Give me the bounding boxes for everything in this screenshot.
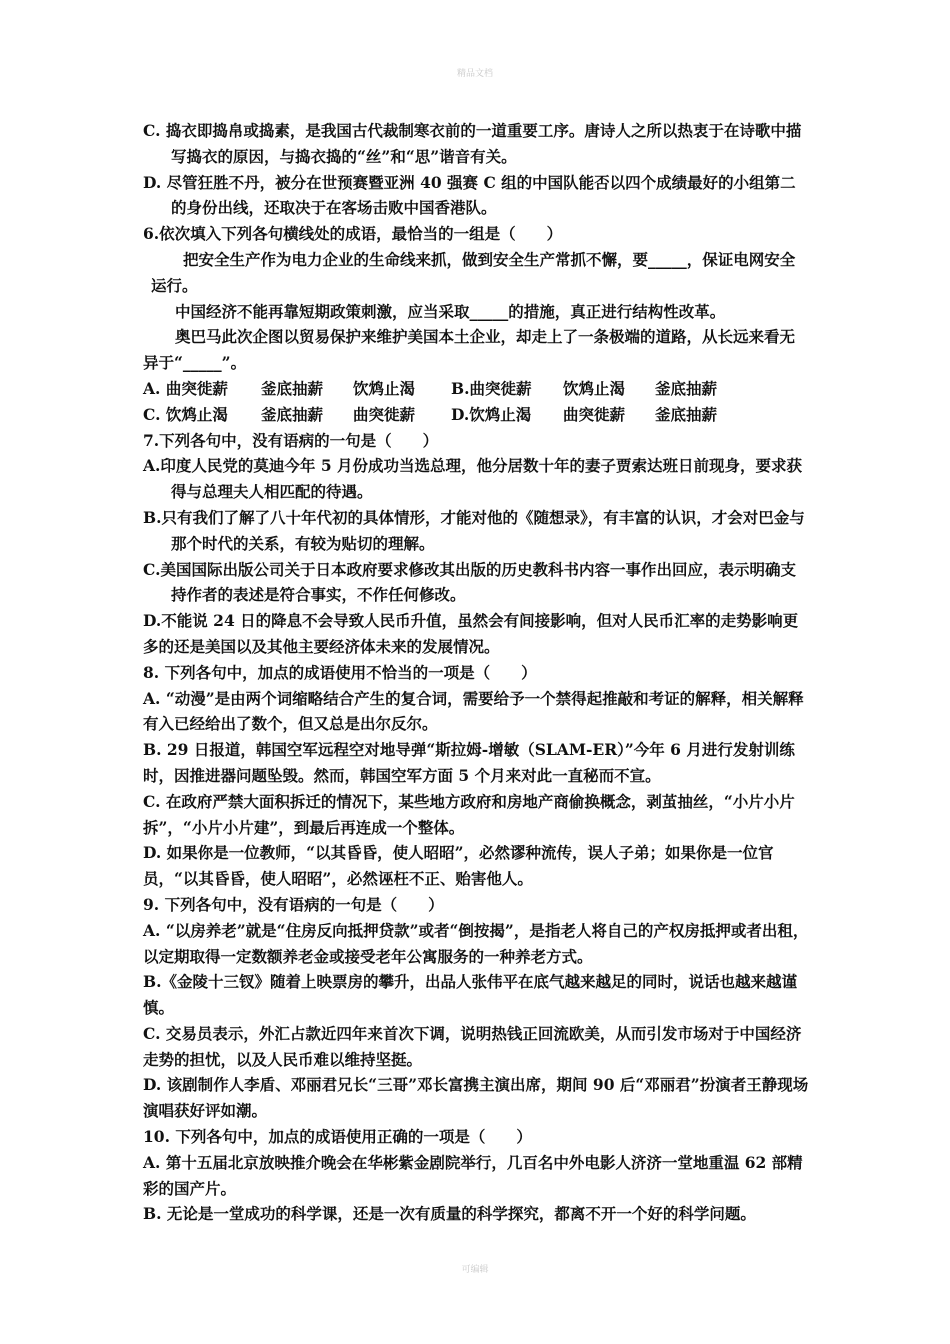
text-line: 把安全生产作为电力企业的生命线来抓，做到安全生产常抓不懈，要_____，保证电网安全运行。 bbox=[151, 249, 796, 295]
text-line: 9. 下列各句中，没有语病的一句是（ ） bbox=[143, 894, 444, 914]
text-line: D. 如果你是一位教师，“以其昏昏，使人昭昭”，必然谬种流传，误人子弟；如果你是一位官员，“以其昏昏，使人昭昭”，必然诬枉不正、贻害他人。 bbox=[143, 843, 774, 889]
footer-watermark: 可编辑 bbox=[461, 1265, 489, 1275]
text-line: D. 该剧制作人李盾、邓丽君兄长“三哥”邓长富携主演出席，期间 90 后“邓丽君”扮演者王静现场演唱获好评如潮。 bbox=[143, 1075, 809, 1121]
text-line: C.美国国际出版公司关于日本政府要求修改其出版的历史教科书内容一事作出回应，表示明确支持作者的表述是符合事实，不作任何修改。 bbox=[143, 559, 796, 605]
option-item: D.饮鸩止渴 bbox=[451, 404, 532, 424]
option-item: 曲突徙薪 bbox=[563, 404, 626, 424]
text-line: A.印度人民党的莫迪今年 5 月份成功当选总理，他分居数十年的妻子贾索达班日前现身，要求获得与总理夫人相匹配的待遇。 bbox=[143, 456, 803, 502]
option-item: A. 曲突徙薪 bbox=[143, 378, 228, 398]
document-body bbox=[143, 118, 809, 1227]
text-line: C. 捣衣即捣帛或捣素，是我国古代裁制寒衣前的一道重要工序。唐诗人之所以热衷于在诗歌中描写捣衣的原因，与捣衣捣的“丝”和“思”谐音有关。 bbox=[143, 121, 802, 166]
option-item: 釜底抽薪 bbox=[655, 378, 718, 398]
header-watermark: 精品文档 bbox=[456, 69, 493, 79]
question-block-2 bbox=[143, 428, 809, 1228]
text-line: D.不能说 24 日的降息不会导致人民币升值，虽然会有间接影响，但对人民币汇率的走势影响更多的还是美国以及其他主要经济体未来的发展情况。 bbox=[143, 611, 799, 656]
question-6-options bbox=[143, 376, 809, 428]
option-row bbox=[143, 402, 809, 428]
text-line: 中国经济不能再靠短期政策刺激，应当采取_____的措施，真正进行结构性改革。 bbox=[175, 301, 726, 321]
text-line: C. 在政府严禁大面积拆迁的情况下，某些地方政府和房地产商偷换概念，剥茧抽丝，“小片小片拆”，“小片小片建”，到最后再连成一个整体。 bbox=[143, 791, 795, 837]
option-item: 釜底抽薪 bbox=[655, 404, 718, 424]
option-item: B.曲突徙薪 bbox=[451, 378, 532, 398]
text-line: 奥巴马此次企图以贸易保护来维护美国本土企业，却走上了一条极端的道路，从长远来看无异于“_____”。 bbox=[143, 327, 796, 373]
text-line: B.《金陵十三钗》随着上映票房的攀升，出品人张伟平在底气越来越足的同时，说话也越来越谨慎。 bbox=[143, 972, 798, 1018]
text-line: B.只有我们了解了八十年代初的具体情形，才能对他的《随想录》，有丰富的认识，才会对巴金与那个时代的关系，有较为贴切的理解。 bbox=[143, 507, 805, 553]
option-item: 饮鸩止渴 bbox=[353, 378, 416, 398]
text-line: D. 尽管狂胜不丹，被分在世预赛暨亚洲 40 强赛 C 组的中国队能否以四个成绩最好的小组第二的身份出线，还取决于在客场击败中国香港队。 bbox=[143, 172, 796, 218]
text-line: A. “动漫”是由两个词缩略结合产生的复合词，需要给予一个禁得起推敲和考证的解释，相关解释有入已经给出了数个，但又总是出尔反尔。 bbox=[143, 688, 804, 734]
option-item: 釜底抽薪 bbox=[261, 404, 324, 424]
option-item: C. 饮鸩止渴 bbox=[143, 404, 228, 424]
text-line: 7.下列各句中，没有语病的一句是（ ） bbox=[143, 430, 439, 450]
text-line: B. 无论是一堂成功的科学课，还是一次有质量的科学探究，都离不开一个好的科学问题。 bbox=[143, 1204, 756, 1224]
text-line: A. “以房养老”就是“住房反向抵押贷款”或者“倒按揭”，是指老人将自己的产权房抵押或者出租，以定期取得一定数额养老金或接受老年公寓服务的一种养老方式。 bbox=[143, 920, 809, 966]
text-line: A. 第十五届北京放映推介晚会在华彬紫金剧院举行，几百名中外电影人济济一堂地重温 62 部精彩的国产片。 bbox=[143, 1152, 803, 1198]
option-item: 釜底抽薪 bbox=[261, 378, 324, 398]
option-row bbox=[143, 376, 809, 402]
text-line: 6.依次填入下列各句横线处的成语，最恰当的一组是（ ） bbox=[143, 224, 563, 244]
text-line: 8. 下列各句中，加点的成语使用不恰当的一项是（ ） bbox=[143, 662, 537, 682]
text-line: B. 29 日报道，韩国空军远程空对地导弹“斯拉姆-增敏（SLAM-ER）”今年 6 月进行发射训练时，因推进器问题坠毁。然而，韩国空军方面 5 个月来对此一直秘而不宣。 bbox=[143, 740, 795, 785]
option-item: 曲突徙薪 bbox=[353, 404, 416, 424]
option-item: 饮鸩止渴 bbox=[563, 378, 626, 398]
text-line: C. 交易员表示，外汇占款近四年来首次下调，说明热钱正回流欧美，从而引发市场对于中国经济走势的担忧，以及人民币难以维持坚挺。 bbox=[143, 1023, 802, 1069]
text-line: 10. 下列各句中，加点的成语使用正确的一项是（ ） bbox=[143, 1127, 532, 1147]
question-block-1 bbox=[143, 118, 809, 376]
